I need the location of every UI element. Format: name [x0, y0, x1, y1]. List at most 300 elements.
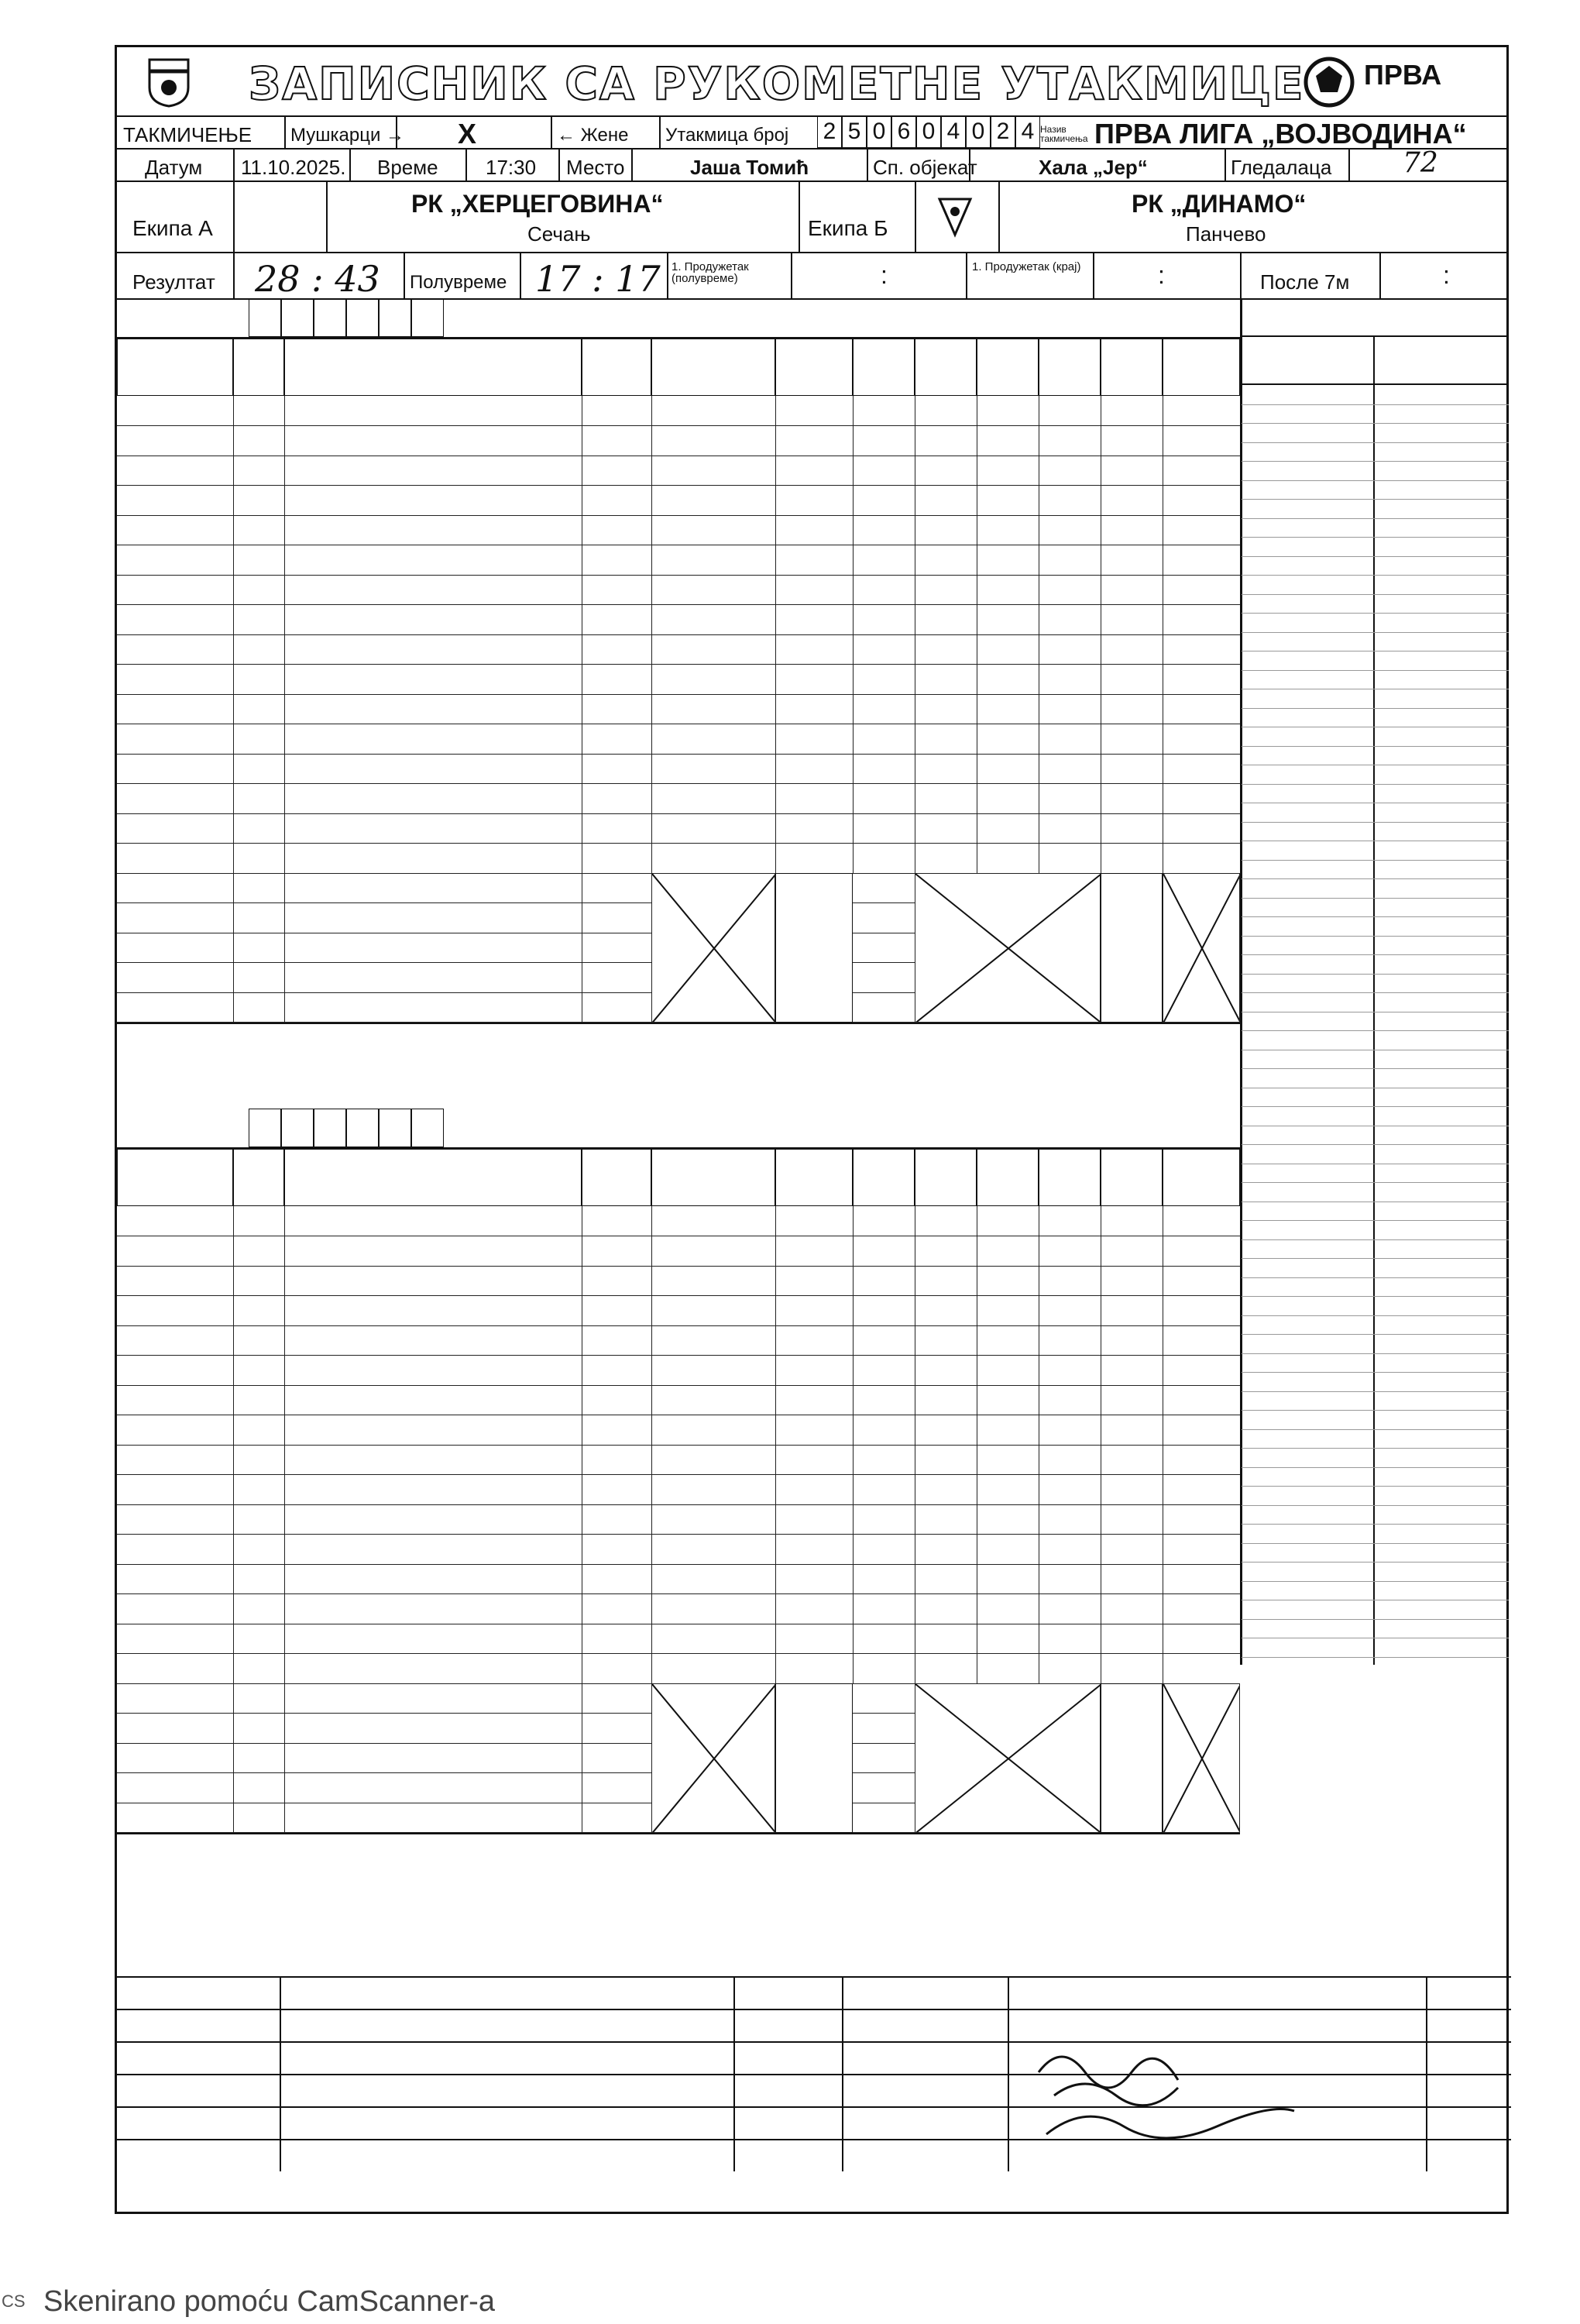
team_b-name — [284, 1266, 582, 1295]
men-label: Мушкарци → — [290, 125, 405, 146]
team_b-official-name — [284, 1773, 582, 1803]
progress-gridline — [1242, 860, 1509, 861]
team_a-official-name — [284, 873, 582, 902]
team_b-empty-cell — [1163, 1564, 1240, 1593]
team_b-timeout-cell — [117, 1415, 233, 1445]
team_b-sum — [775, 1325, 853, 1355]
progress-gridline — [1242, 404, 1509, 405]
ot1-half-label: 1. Продужетак (полувреме) — [672, 260, 749, 285]
team_a-empty-cell — [1039, 754, 1101, 783]
team_a-empty-cell — [1163, 396, 1240, 425]
match-number-digit: 2 — [991, 115, 1015, 148]
team_b-sum — [775, 1266, 853, 1295]
scanner-watermark: Skenirano pomoću CamScanner-a — [43, 2285, 495, 2318]
team_a-p2 — [977, 784, 1039, 813]
team-b-label: Екипа Б — [808, 216, 888, 240]
ot1-half-colon: : — [881, 261, 888, 289]
team_b-sum — [775, 1296, 853, 1325]
team_a-name — [284, 575, 582, 604]
team_a-empty-cell — [1163, 754, 1240, 783]
team_a-p1 — [915, 694, 977, 724]
team_b-col-header — [775, 1149, 853, 1206]
team_b-goals — [651, 1594, 775, 1624]
progress-gridline — [1242, 518, 1509, 519]
team_a-no — [582, 396, 651, 425]
venue-value: Хала „Јер“ — [1039, 156, 1148, 179]
team_b-timeout-cell — [117, 1504, 233, 1534]
team_b-op — [853, 1475, 915, 1504]
team_a-sum — [775, 724, 853, 754]
spectators-value: 72 — [1403, 147, 1438, 179]
team_b-no — [582, 1445, 651, 1474]
team_a-goals — [651, 456, 775, 485]
team_a-op — [853, 515, 915, 545]
team_b-timeout-cell — [117, 1535, 233, 1564]
team_a-p2 — [977, 724, 1039, 754]
team_a-lic — [233, 545, 284, 575]
progress-gridline — [1242, 461, 1509, 462]
team_b-p2 — [977, 1535, 1039, 1564]
team_b-lic — [233, 1535, 284, 1564]
team_b-player-row — [117, 1445, 1240, 1475]
team_b-code-digit — [281, 1109, 314, 1147]
team_a-timeout-cell — [117, 784, 233, 813]
match-number-digit: 0 — [867, 115, 891, 148]
team_a-empty-cell — [1101, 813, 1163, 843]
team-a-city: Сечањ — [527, 222, 591, 246]
team_a-official-blank — [117, 992, 233, 1022]
team_b-goals — [651, 1296, 775, 1325]
team_a-col-header — [284, 339, 582, 396]
team_b-empty-cell — [1163, 1296, 1240, 1325]
team_a-p1 — [915, 456, 977, 485]
team_a-lic — [233, 754, 284, 783]
team_b-p1 — [915, 1206, 977, 1236]
team_a-name — [284, 784, 582, 813]
match-number-label: Утакмица број — [665, 125, 789, 146]
team_a-sum — [775, 515, 853, 545]
team_b-sum — [775, 1535, 853, 1564]
team_b-sum — [775, 1475, 853, 1504]
team_b-sum — [775, 1206, 853, 1236]
spectators-label: Гледалаца — [1231, 156, 1332, 179]
progress-gridline — [1242, 1334, 1509, 1335]
team_b-goals — [651, 1236, 775, 1266]
team_a-sum — [775, 575, 853, 604]
team_a-no — [582, 634, 651, 664]
progress-gridline — [1242, 442, 1509, 443]
team_b-sum — [775, 1415, 853, 1445]
team_a-empty-cell — [1039, 515, 1101, 545]
team_b-player-row — [117, 1206, 1240, 1236]
team_b-empty-cell — [1039, 1475, 1101, 1504]
team_a-timeout-cell — [117, 515, 233, 545]
progress-gridline — [1242, 1562, 1509, 1563]
team_a-official-lic — [233, 903, 284, 933]
team_b-empty-cell — [1039, 1325, 1101, 1355]
team_b-op — [853, 1624, 915, 1653]
team_a-p1 — [915, 724, 977, 754]
team_b-empty-cell — [1163, 1535, 1240, 1564]
team_a-goals — [651, 784, 775, 813]
team-a-label: Екипа А — [132, 216, 213, 240]
team_b-no — [582, 1594, 651, 1624]
team_a-lic — [233, 396, 284, 425]
match-number-digit: 4 — [941, 115, 966, 148]
team_a-col-header — [775, 339, 853, 396]
team_a-no — [582, 724, 651, 754]
team_b-code-digit — [249, 1109, 281, 1147]
signatures — [1023, 2041, 1348, 2157]
team_a-col-header — [853, 339, 915, 396]
team_b-empty-cell — [1039, 1594, 1101, 1624]
team_a-empty-cell — [1163, 844, 1240, 873]
team_a-name — [284, 486, 582, 515]
team_a-empty-cell — [1039, 634, 1101, 664]
team_b-goals — [651, 1266, 775, 1295]
team_b-official-lic — [233, 1743, 284, 1772]
footer-row — [117, 1976, 1511, 2010]
team_a-goals — [651, 426, 775, 456]
team_a-official-name — [284, 963, 582, 992]
progress-gridline — [1242, 632, 1509, 633]
team-b-name: РК „ДИНАМО“ — [1132, 190, 1307, 218]
team_a-lic — [233, 634, 284, 664]
team_a-p2 — [977, 426, 1039, 456]
team_a-sum — [775, 754, 853, 783]
team_b-goals — [651, 1206, 775, 1236]
team_a-p2 — [977, 605, 1039, 634]
progress-gridline — [1242, 1182, 1509, 1183]
team_a-timeout-cell — [117, 486, 233, 515]
team_a-p1 — [915, 754, 977, 783]
team_a-official-lic — [233, 933, 284, 962]
team_a-timeout-cell — [117, 754, 233, 783]
team_b-lic — [233, 1445, 284, 1474]
team_a-official-letter — [582, 963, 651, 992]
team_a-lic — [233, 515, 284, 545]
team_a-code-digit — [379, 298, 411, 337]
team_b-empty-cell — [1101, 1564, 1163, 1593]
team_b-lic — [233, 1356, 284, 1385]
competition-name: ПРВА ЛИГА „ВОЈВОДИНА“ — [1094, 118, 1467, 150]
team_a-empty-cell — [1101, 486, 1163, 515]
halftime-value: 17 : 17 — [535, 258, 661, 300]
team_a-op — [853, 545, 915, 575]
team_a-empty-cell — [1163, 545, 1240, 575]
team_a-timeout-cell — [117, 634, 233, 664]
team_a-goals — [651, 515, 775, 545]
team_b-no — [582, 1415, 651, 1445]
team_a-official-letter — [582, 873, 651, 902]
progress-gridline — [1242, 1239, 1509, 1240]
team_a-empty-cell — [1101, 754, 1163, 783]
team_a-p2 — [977, 515, 1039, 545]
progress-gridline — [1242, 1315, 1509, 1316]
team_a-op — [853, 665, 915, 694]
team_a-empty-cell — [1101, 396, 1163, 425]
team_b-p2 — [977, 1266, 1039, 1295]
team_b-empty-cell — [1101, 1356, 1163, 1385]
team_b-timeout-cell — [117, 1654, 233, 1683]
team_a-timeout-cell — [117, 724, 233, 754]
team_a-empty-cell — [1039, 813, 1101, 843]
date-label: Датум — [145, 156, 203, 179]
team_a-player-row — [117, 634, 1240, 665]
team_a-p2 — [977, 694, 1039, 724]
ot1-end-colon: : — [1158, 261, 1165, 289]
progress-gridline — [1242, 822, 1509, 823]
team_a-empty-cell — [1039, 396, 1101, 425]
team_a-official-letter — [582, 903, 651, 933]
team_b-p2 — [977, 1594, 1039, 1624]
progress-gridline — [1242, 708, 1509, 709]
team_a-timeout-cell — [117, 813, 233, 843]
match-number-digit: 5 — [842, 115, 867, 148]
match-number-digit: 2 — [817, 115, 842, 148]
progress-gridline — [1242, 1524, 1509, 1525]
team_a-timeout-cell — [117, 694, 233, 724]
team_b-p1 — [915, 1594, 977, 1624]
team_b-goals — [651, 1325, 775, 1355]
team_a-op — [853, 724, 915, 754]
team_a-sum — [775, 426, 853, 456]
team_b-official-name — [284, 1714, 582, 1743]
team_a-lic — [233, 724, 284, 754]
team_a-col-header — [233, 339, 284, 396]
team_b-col-header — [977, 1149, 1039, 1206]
team_b-empty-cell — [1101, 1445, 1163, 1474]
team_b-name — [284, 1594, 582, 1624]
team_b-sum — [775, 1385, 853, 1415]
match-number-digit: 0 — [966, 115, 991, 148]
team_b-goals — [651, 1445, 775, 1474]
team_b-op — [853, 1594, 915, 1624]
team_b-name — [284, 1445, 582, 1474]
progress-gridline — [1242, 784, 1509, 785]
team_a-empty-cell — [1039, 575, 1101, 604]
team_a-sum — [775, 813, 853, 843]
team_a-no — [582, 844, 651, 873]
team_a-empty-cell — [1101, 844, 1163, 873]
team_a-op — [853, 813, 915, 843]
team_a-p1 — [915, 486, 977, 515]
team_b-name — [284, 1325, 582, 1355]
team_b-p1 — [915, 1445, 977, 1474]
team_a-code-digit — [314, 298, 346, 337]
team_a-empty-cell — [1039, 456, 1101, 485]
team_a-officials-penalties-crossed — [915, 873, 1101, 1023]
team_a-empty-cell — [1163, 724, 1240, 754]
team_a-official-blank — [117, 933, 233, 962]
team_b-empty-cell — [1163, 1266, 1240, 1295]
team_b-empty-cell — [1163, 1236, 1240, 1266]
team_b-goals — [651, 1415, 775, 1445]
team_a-no — [582, 575, 651, 604]
progress-gridline — [1242, 613, 1509, 614]
team_a-lic — [233, 605, 284, 634]
team_b-p1 — [915, 1266, 977, 1295]
team_b-no — [582, 1624, 651, 1653]
team_a-op — [853, 486, 915, 515]
team_b-no — [582, 1296, 651, 1325]
team_a-p2 — [977, 665, 1039, 694]
team_b-op — [853, 1296, 915, 1325]
team_b-name — [284, 1475, 582, 1504]
team_b-col-header — [582, 1149, 651, 1206]
team_a-empty-cell — [1163, 426, 1240, 456]
progress-gridline — [1242, 423, 1509, 424]
team_a-sum — [775, 545, 853, 575]
team_a-goals — [651, 486, 775, 515]
team_b-lic — [233, 1385, 284, 1415]
team_a-timeout-cell — [117, 575, 233, 604]
team_b-empty-cell — [1039, 1236, 1101, 1266]
team_a-name — [284, 426, 582, 456]
team_b-timeout-cell — [117, 1385, 233, 1415]
team_a-goals — [651, 396, 775, 425]
team_b-empty-cell — [1163, 1415, 1240, 1445]
team_a-empty-cell — [1163, 456, 1240, 485]
team_b-empty-cell — [1039, 1415, 1101, 1445]
team_a-sum — [775, 694, 853, 724]
team_a-col-header — [1101, 339, 1163, 396]
team_b-p1 — [915, 1535, 977, 1564]
team-b-crest — [936, 196, 974, 242]
team_b-p2 — [977, 1624, 1039, 1653]
progress-gridline — [1242, 746, 1509, 747]
team_b-no — [582, 1236, 651, 1266]
team_a-p2 — [977, 844, 1039, 873]
team_b-sum — [775, 1504, 853, 1534]
team_a-empty-cell — [1039, 486, 1101, 515]
team_a-player-row — [117, 784, 1240, 814]
team_a-empty-cell — [1039, 844, 1101, 873]
progress-gridline — [1242, 556, 1509, 557]
team_a-name — [284, 396, 582, 425]
team_b-no — [582, 1266, 651, 1295]
team_b-officials-disq-blank — [1101, 1683, 1163, 1833]
team_a-official-lic — [233, 963, 284, 992]
team_a-p1 — [915, 813, 977, 843]
team_b-player-row — [117, 1594, 1240, 1624]
result-label: Резултат — [132, 270, 215, 294]
team_b-empty-cell — [1039, 1266, 1101, 1295]
team_a-name — [284, 456, 582, 485]
team_b-player-row — [117, 1385, 1240, 1415]
team_a-sum — [775, 634, 853, 664]
team_b-empty-cell — [1039, 1356, 1101, 1385]
team_b-lic — [233, 1504, 284, 1534]
team_b-no — [582, 1504, 651, 1534]
team_a-name — [284, 844, 582, 873]
team_b-official-lic — [233, 1803, 284, 1832]
team_b-col-header — [915, 1149, 977, 1206]
team_a-name — [284, 665, 582, 694]
team_a-goals — [651, 634, 775, 664]
team_b-timeout-cell — [117, 1206, 233, 1236]
team_a-col-header — [1163, 339, 1240, 396]
team_b-empty-cell — [1101, 1266, 1163, 1295]
team_b-official-blank — [117, 1743, 233, 1772]
progress-gridline — [1242, 1429, 1509, 1430]
team_b-lic — [233, 1236, 284, 1266]
team_a-timeout-cell — [117, 605, 233, 634]
team_a-col-header — [117, 339, 233, 396]
team_a-p2 — [977, 575, 1039, 604]
team_a-empty-cell — [1163, 486, 1240, 515]
team_a-col-header — [977, 339, 1039, 396]
team_b-p1 — [915, 1624, 977, 1653]
team_b-empty-cell — [1101, 1236, 1163, 1266]
team_a-player-row — [117, 844, 1240, 874]
team_b-empty-cell — [1163, 1594, 1240, 1624]
team_b-official-lic — [233, 1714, 284, 1743]
progress-gridline — [1242, 1543, 1509, 1544]
footer-row — [117, 2009, 1511, 2043]
team_a-code-digit — [411, 298, 444, 337]
team_a-no — [582, 456, 651, 485]
team_b-empty-cell — [1101, 1385, 1163, 1415]
team_b-goals — [651, 1535, 775, 1564]
progress-gridline — [1242, 1296, 1509, 1297]
team_b-lic — [233, 1654, 284, 1683]
team_b-op — [853, 1206, 915, 1236]
result-value: 28 : 43 — [255, 258, 380, 300]
team_b-timeout-cell — [117, 1236, 233, 1266]
team_a-p1 — [915, 575, 977, 604]
team_a-name — [284, 545, 582, 575]
match-number-digit: 4 — [1015, 115, 1040, 148]
team_b-empty-cell — [1101, 1624, 1163, 1653]
team_a-timeout-cell — [117, 665, 233, 694]
team_b-empty-cell — [1101, 1296, 1163, 1325]
team_b-col-header — [1039, 1149, 1101, 1206]
team_a-lic — [233, 665, 284, 694]
team_a-code-digit — [346, 298, 379, 337]
team_a-official-name — [284, 992, 582, 1022]
team_b-player-row — [117, 1504, 1240, 1535]
team-a-section — [117, 298, 1240, 1088]
progress-gridline — [1242, 878, 1509, 879]
team_b-empty-cell — [1039, 1504, 1101, 1534]
team_b-code-digit — [346, 1109, 379, 1147]
team_a-empty-cell — [1039, 724, 1101, 754]
team_b-empty-cell — [1101, 1535, 1163, 1564]
team_b-no — [582, 1475, 651, 1504]
team_b-no — [582, 1654, 651, 1683]
team_a-col-header — [1039, 339, 1101, 396]
men-mark: X — [458, 118, 477, 150]
team_a-empty-cell — [1101, 545, 1163, 575]
team_a-official-blank — [117, 873, 233, 902]
progress-gridline — [1242, 954, 1509, 955]
team_a-lic — [233, 426, 284, 456]
competition-label: ТАКМИЧЕЊЕ — [123, 123, 252, 146]
progress-gridline — [1242, 1030, 1509, 1031]
team_a-lic — [233, 844, 284, 873]
team_a-official-letter — [582, 992, 651, 1022]
team_b-empty-cell — [1163, 1654, 1240, 1683]
team_a-sum — [775, 456, 853, 485]
team_b-lic — [233, 1475, 284, 1504]
team_a-no — [582, 665, 651, 694]
progress-gridline — [1242, 936, 1509, 937]
team_b-p1 — [915, 1236, 977, 1266]
team_a-player-row — [117, 605, 1240, 635]
team_b-sum — [775, 1624, 853, 1653]
progress-gridline — [1242, 992, 1509, 993]
